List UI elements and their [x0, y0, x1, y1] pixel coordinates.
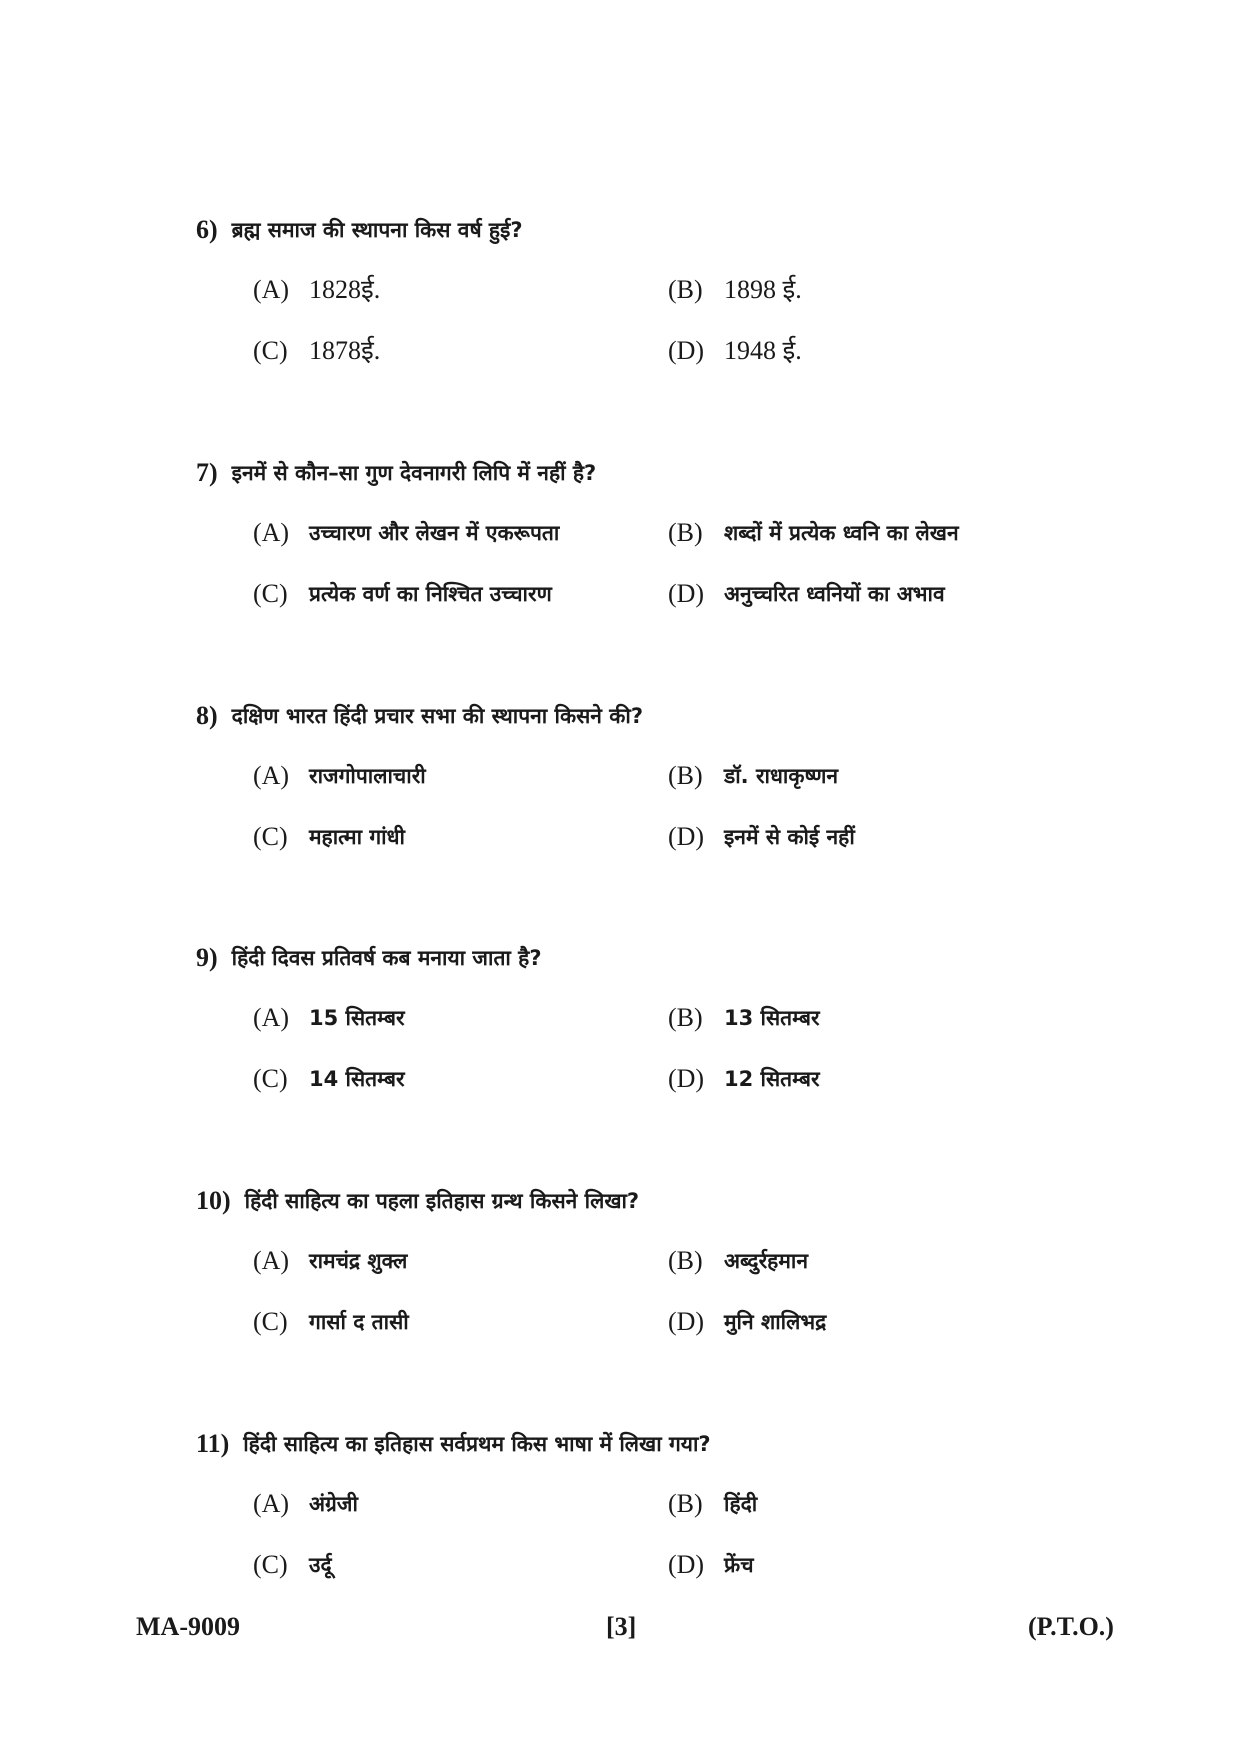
option-label: (D) — [668, 579, 705, 609]
option-label: (A) — [253, 275, 290, 305]
question-number: 6) — [196, 215, 218, 245]
option-a — [253, 270, 380, 310]
option-a — [253, 1241, 407, 1281]
option-text: रामचंद्र शुक्ल — [309, 1249, 408, 1274]
option-text: 1948 ई. — [724, 336, 802, 366]
question-text: दक्षिण भारत हिंदी प्रचार सभा की स्थापना किसने की? — [231, 704, 644, 729]
option-text: उच्चारण और लेखन में एकरूपता — [309, 521, 560, 546]
option-text: अंग्रेजी — [309, 1492, 358, 1517]
question-header — [196, 210, 523, 250]
option-d — [668, 1302, 826, 1342]
option-c — [253, 1302, 409, 1342]
option-d — [668, 1545, 754, 1585]
option-label: (A) — [253, 1489, 290, 1519]
option-text: शब्दों में प्रत्येक ध्वनि का लेखन — [724, 521, 959, 546]
option-label: (C) — [253, 336, 288, 366]
option-a — [253, 513, 559, 553]
question-header — [196, 453, 596, 493]
option-b — [668, 1484, 757, 1524]
option-text: डॉ. राधाकृष्णन — [724, 764, 839, 789]
option-text: राजगोपालाचारी — [309, 764, 426, 789]
option-label: (D) — [668, 1064, 705, 1094]
question-text: हिंदी दिवस प्रतिवर्ष कब मनाया जाता है? — [231, 946, 542, 971]
question-text: इनमें से कौन–सा गुण देवनागरी लिपि में नहीं है? — [231, 461, 597, 486]
option-text: फ्रेंच — [724, 1553, 754, 1578]
question-number: 10) — [196, 1186, 231, 1216]
option-c — [253, 331, 380, 371]
option-label: (A) — [253, 1246, 290, 1276]
question-header — [196, 1181, 639, 1221]
option-text: प्रत्येक वर्ण का निश्चित उच्चारण — [309, 582, 552, 607]
option-text: गार्सा द तासी — [309, 1310, 409, 1335]
option-text: 13 सितम्बर — [724, 1006, 820, 1031]
option-label: (A) — [253, 761, 290, 791]
option-label: (D) — [668, 1550, 705, 1580]
option-a — [253, 1484, 358, 1524]
option-label: (C) — [253, 579, 288, 609]
please-turn-over: (P.T.O.) — [1028, 1612, 1114, 1641]
question-header — [196, 1424, 711, 1464]
option-b — [668, 1241, 808, 1281]
option-d — [668, 331, 802, 371]
option-label: (C) — [253, 1307, 288, 1337]
option-label: (B) — [668, 1246, 703, 1276]
question-text: हिंदी साहित्य का पहला इतिहास ग्रन्थ किसने लिखा? — [244, 1189, 640, 1214]
option-text: महात्मा गांधी — [309, 825, 405, 850]
option-text: 12 सितम्बर — [724, 1067, 820, 1092]
option-a — [253, 998, 405, 1038]
option-label: (C) — [253, 822, 288, 852]
option-text: 1878ई. — [309, 336, 381, 366]
option-b — [668, 513, 959, 553]
option-label: (B) — [668, 761, 703, 791]
option-text: अनुच्चरित ध्वनियों का अभाव — [724, 582, 945, 607]
option-label: (A) — [253, 1003, 290, 1033]
option-text: मुनि शालिभद्र — [724, 1310, 827, 1335]
question-header — [196, 696, 643, 736]
option-c — [253, 817, 405, 857]
question-text: हिंदी साहित्य का इतिहास सर्वप्रथम किस भाषा में लिखा गया? — [243, 1432, 711, 1457]
option-label: (B) — [668, 1489, 703, 1519]
option-label: (D) — [668, 1307, 705, 1337]
option-c — [253, 1545, 332, 1585]
option-text: 14 सितम्बर — [309, 1067, 405, 1092]
option-c — [253, 1059, 405, 1099]
option-text: उर्दू — [309, 1553, 332, 1578]
option-d — [668, 1059, 820, 1099]
question-text: ब्रह्म समाज की स्थापना किस वर्ष हुई? — [231, 218, 523, 243]
option-b — [668, 998, 820, 1038]
option-label: (B) — [668, 1003, 703, 1033]
option-b — [668, 756, 838, 796]
option-a — [253, 756, 426, 796]
option-label: (D) — [668, 822, 705, 852]
option-text: हिंदी — [724, 1492, 758, 1517]
page-number: [3] — [606, 1612, 637, 1641]
option-label: (D) — [668, 336, 705, 366]
question-header — [196, 938, 542, 978]
option-text: अब्दुर्रहमान — [724, 1249, 808, 1274]
question-number: 11) — [196, 1429, 230, 1459]
option-text: इनमें से कोई नहीं — [724, 825, 855, 850]
option-c — [253, 574, 552, 614]
question-number: 7) — [196, 458, 218, 488]
option-text: 15 सितम्बर — [309, 1006, 405, 1031]
option-label: (B) — [668, 275, 703, 305]
option-d — [668, 817, 855, 857]
option-b — [668, 270, 802, 310]
option-label: (C) — [253, 1550, 288, 1580]
question-number: 8) — [196, 701, 218, 731]
option-d — [668, 574, 945, 614]
option-text: 1828ई. — [309, 275, 381, 305]
paper-code: MA-9009 — [136, 1612, 240, 1641]
question-number: 9) — [196, 943, 218, 973]
option-text: 1898 ई. — [724, 275, 802, 305]
option-label: (A) — [253, 518, 290, 548]
option-label: (C) — [253, 1064, 288, 1094]
option-label: (B) — [668, 518, 703, 548]
